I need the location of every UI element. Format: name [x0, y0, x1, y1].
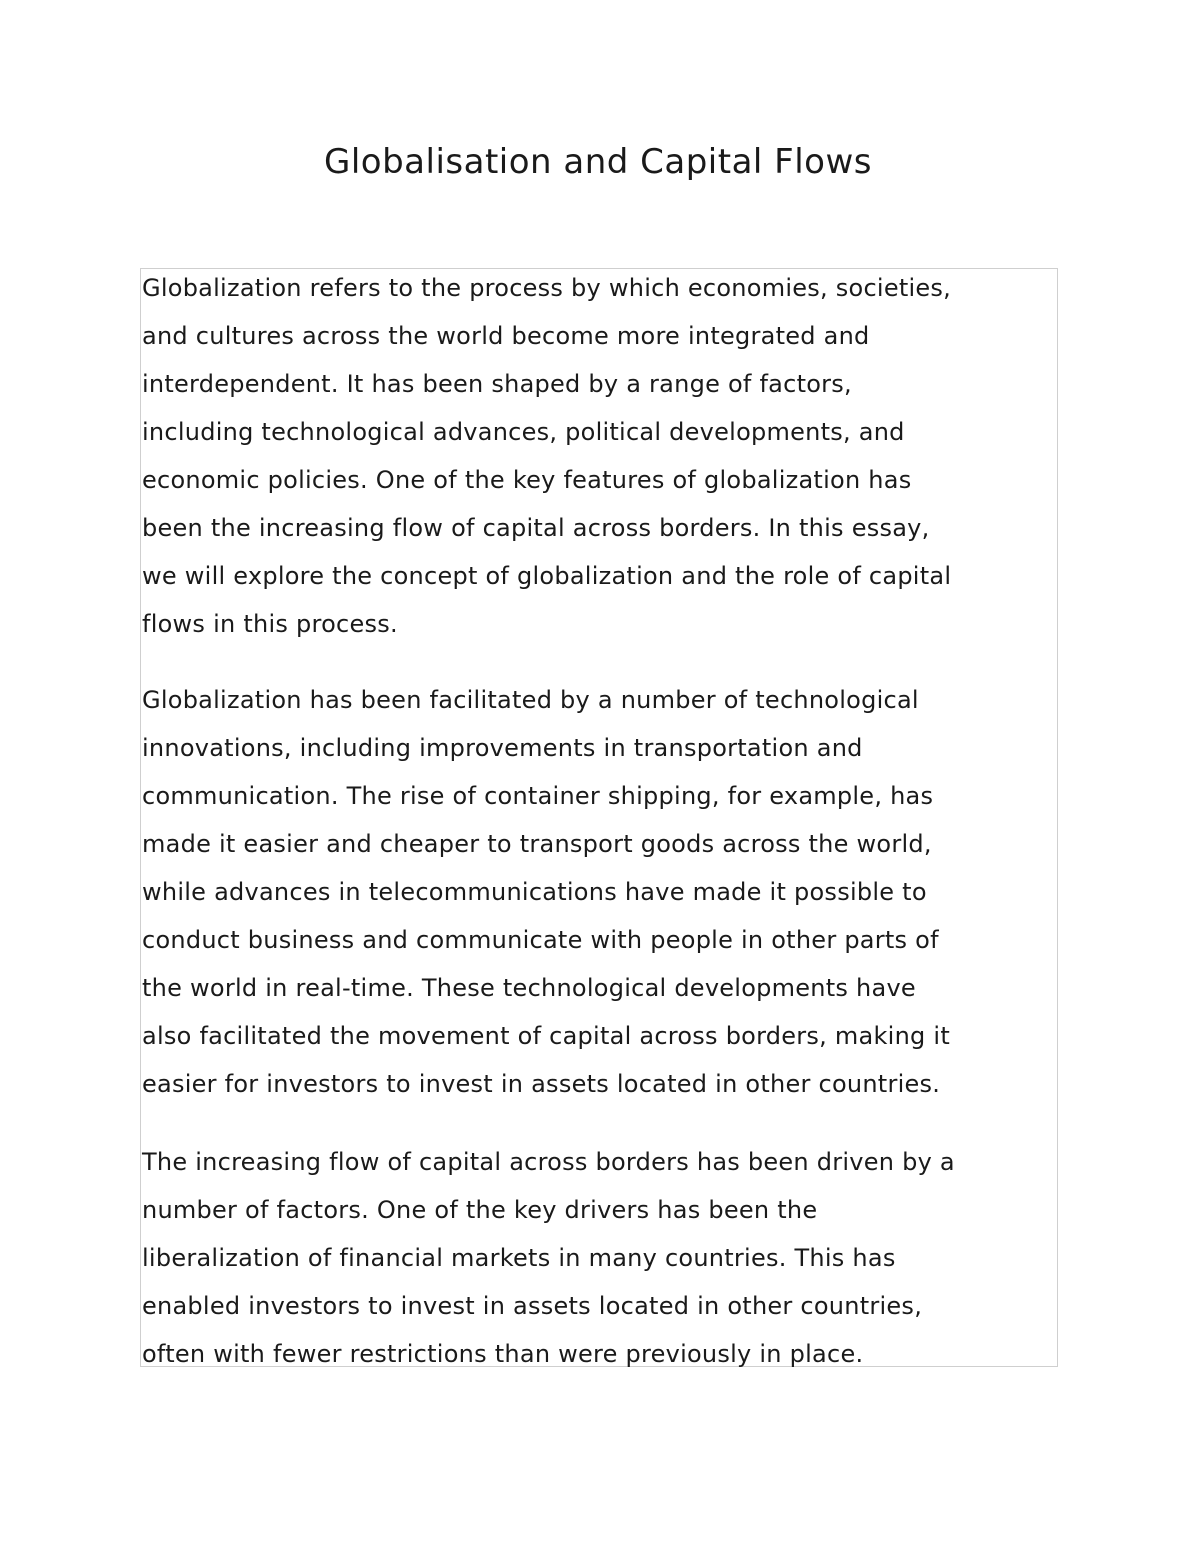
text-line: made it easier and cheaper to transport goods across the world, — [142, 830, 932, 858]
text-line: often with fewer restrictions than were previously in place. — [142, 1340, 864, 1368]
text-line: easier for investors to invest in assets located in other countries. — [142, 1070, 941, 1098]
text-line: conduct business and communicate with people in other parts of — [142, 926, 939, 954]
text-line: Globalization refers to the process by which economies, societies, — [142, 274, 952, 302]
text-line: including technological advances, political developments, and — [142, 418, 905, 446]
text-line: liberalization of financial markets in many countries. This has — [142, 1244, 896, 1272]
page-title: Globalisation and Capital Flows — [323, 142, 872, 182]
body-paragraph-2 — [142, 676, 950, 1108]
text-line: innovations, including improvements in transportation and — [142, 734, 863, 762]
text-line: been the increasing flow of capital across borders. In this essay, — [142, 514, 930, 542]
body-paragraph-1 — [142, 264, 951, 648]
text-line: and cultures across the world become more integrated and — [142, 322, 870, 350]
text-line: also facilitated the movement of capital across borders, making it — [142, 1022, 950, 1050]
text-line: interdependent. It has been shaped by a range of factors, — [142, 370, 852, 398]
text-line: The increasing flow of capital across borders has been driven by a — [142, 1148, 955, 1176]
text-line: while advances in telecommunications have made it possible to — [142, 878, 927, 906]
text-line: Globalization has been facilitated by a number of technological — [142, 686, 919, 714]
text-line: flows in this process. — [142, 610, 398, 638]
text-line: the world in real-time. These technological developments have — [142, 974, 916, 1002]
text-line: we will explore the concept of globalization and the role of capital — [142, 562, 952, 590]
text-line: enabled investors to invest in assets located in other countries, — [142, 1292, 923, 1320]
body-paragraph-3 — [142, 1138, 955, 1378]
text-line: communication. The rise of container shipping, for example, has — [142, 782, 934, 810]
text-line: economic policies. One of the key features of globalization has — [142, 466, 912, 494]
text-line: number of factors. One of the key drivers has been the — [142, 1196, 818, 1224]
